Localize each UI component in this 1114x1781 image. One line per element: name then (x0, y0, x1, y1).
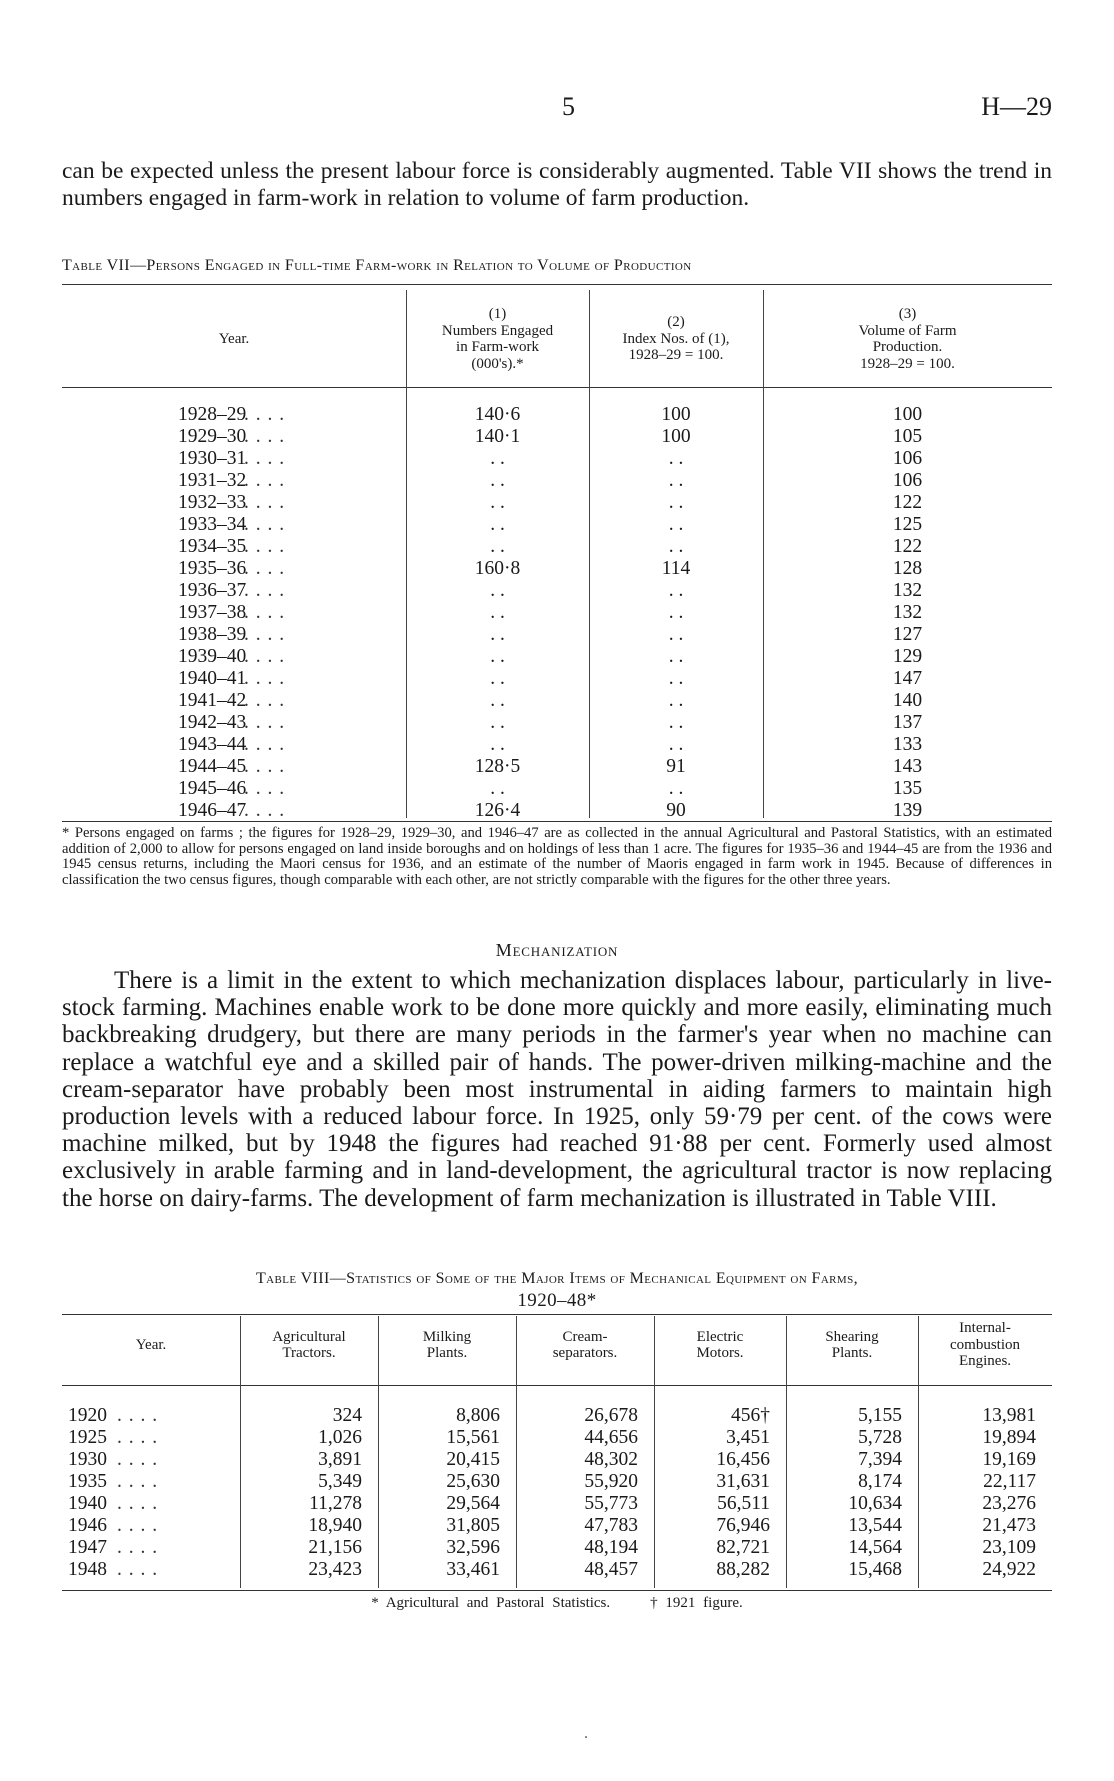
table8-year-value: 1947 (68, 1537, 107, 1558)
table7-index-cell: 114 (661, 558, 691, 579)
table7-row (62, 492, 1052, 514)
table8-electric-cell: 31,631 (716, 1471, 770, 1492)
table8-tractors-cell: 3,891 (318, 1449, 362, 1470)
table8-electric-cell: 3,451 (726, 1427, 770, 1448)
table7-volume-cell: 122 (892, 536, 923, 557)
table7-year-cell: 1942–43 (178, 712, 247, 733)
table7-row (62, 470, 1052, 492)
table8-leader-dots: . . . . (117, 1471, 159, 1492)
table7-index-cell: . . (668, 492, 684, 513)
table7-year-cell: 1934–35 (178, 536, 247, 557)
table7-year-cell: 1946–47 (178, 800, 247, 821)
table7-row (62, 800, 1052, 822)
table7-top-rule (62, 284, 1052, 285)
table7-engaged-cell: . . (490, 690, 505, 711)
table7-engaged-cell: . . (490, 492, 505, 513)
table8-year-value: 1935 (68, 1471, 107, 1492)
table8-footnote-source: * Agricultural and Pastoral Statistics. (371, 1595, 611, 1611)
table7-engaged-cell: . . (490, 514, 505, 535)
table7-index-cell: . . (668, 624, 684, 645)
table7-index-cell: 91 (666, 756, 686, 777)
table7-engaged-cell: 140·1 (474, 426, 521, 447)
table7-index-cell: 90 (666, 800, 686, 821)
table7-index-cell: . . (668, 602, 684, 623)
table8-row (62, 1405, 1052, 1427)
table8-shearing-cell: 10,634 (848, 1493, 902, 1514)
table8-year-value: 1946 (68, 1515, 107, 1536)
table7-year-cell: 1944–45 (178, 756, 247, 777)
table7-index-cell: . . (668, 470, 684, 491)
table8-cream-cell: 26,678 (584, 1405, 638, 1426)
table8-col-divider-1 (240, 1316, 241, 1588)
table7-row (62, 404, 1052, 426)
table8-header-shearing: Shearing Plants. (825, 1328, 879, 1361)
table8-header-year: Year. (135, 1336, 167, 1353)
table7-year-cell: 1940–41 (178, 668, 247, 689)
table7-row (62, 448, 1052, 470)
table7-volume-cell: 128 (892, 558, 923, 579)
table7-leader-dots: . . . . (244, 580, 286, 601)
table8-year-value: 1940 (68, 1493, 107, 1514)
table7-year-cell: 1936–37 (178, 580, 247, 601)
table8-cream-cell: 47,783 (584, 1515, 638, 1536)
table8-shearing-cell: 14,564 (848, 1537, 902, 1558)
table7-leader-dots: . . . . (244, 492, 286, 513)
table7-volume-cell: 135 (892, 778, 923, 799)
table8-shearing-cell: 5,155 (858, 1405, 902, 1426)
table7-row (62, 514, 1052, 536)
table8-year-value: 1930 (68, 1449, 107, 1470)
table8-engines-cell: 21,473 (982, 1515, 1036, 1536)
table8-cream-cell: 48,302 (584, 1449, 638, 1470)
intro-paragraph: can be expected unless the present labour force is considerably augmented. Table VII shows the trend in numbers engaged in farm-work in relation to volume of farm production. (62, 158, 1052, 211)
table7-volume-cell: 105 (892, 426, 923, 447)
table7-leader-dots: . . . . (244, 536, 286, 557)
table8-leader-dots: . . . . (117, 1559, 159, 1580)
table7-leader-dots: . . . . (244, 602, 286, 623)
table7-engaged-cell: . . (490, 580, 505, 601)
table8-col-divider-2 (378, 1316, 379, 1588)
table8-leader-dots: . . . . (117, 1493, 159, 1514)
table7-year-cell: 1931–32 (178, 470, 247, 491)
table7-row (62, 426, 1052, 448)
table7-body (62, 404, 1052, 822)
table8-col-divider-6 (918, 1316, 919, 1588)
table7-volume-cell: 139 (892, 800, 923, 821)
table7-header-col3: (3) Volume of Farm Production. 1928–29 = 100. (858, 306, 957, 372)
table7-row (62, 712, 1052, 734)
table7-volume-cell: 133 (892, 734, 923, 755)
table7-header-col1: (1) Numbers Engaged in Farm-work (000's).* (441, 306, 554, 372)
table8-engines-cell: 19,169 (982, 1449, 1036, 1470)
table7-year-cell: 1928–29 (178, 404, 247, 425)
table8-milking-cell: 20,415 (446, 1449, 500, 1470)
table7-engaged-cell: . . (490, 448, 505, 469)
table7-col-divider-2 (589, 290, 590, 818)
table7-index-cell: . . (668, 712, 684, 733)
table7-index-cell: . . (668, 646, 684, 667)
table8-cream-cell: 48,457 (584, 1559, 638, 1580)
table8-col-divider-3 (516, 1316, 517, 1588)
table7-volume-cell: 132 (892, 580, 923, 601)
table7-volume-cell: 125 (892, 514, 923, 535)
table7-volume-cell: 106 (892, 448, 923, 469)
table8-engines-cell: 23,109 (982, 1537, 1036, 1558)
table8-electric-cell: 76,946 (716, 1515, 770, 1536)
table8-footnotes (62, 1595, 1052, 1612)
table8-shearing-cell: 5,728 (858, 1427, 902, 1448)
table7-leader-dots: . . . . (244, 470, 286, 491)
table7-row (62, 558, 1052, 580)
table7-index-cell: . . (668, 668, 684, 689)
table7-engaged-cell: 140·6 (474, 404, 521, 425)
table7-engaged-cell: . . (490, 778, 505, 799)
table7-row (62, 536, 1052, 558)
table8-electric-cell: 56,511 (717, 1493, 770, 1514)
table8-body (62, 1405, 1052, 1581)
table7-row (62, 778, 1052, 800)
table8-header-rule (62, 1385, 1052, 1386)
table8-engines-cell: 13,981 (982, 1405, 1036, 1426)
table8-leader-dots: . . . . (117, 1537, 159, 1558)
table8-row (62, 1493, 1052, 1515)
page-number: 5 (562, 92, 575, 121)
table7-index-cell: . . (668, 778, 684, 799)
table8-electric-cell: 456† (731, 1405, 770, 1426)
table7-engaged-cell: . . (490, 470, 505, 491)
table8-engines-cell: 23,276 (982, 1493, 1036, 1514)
table7-volume-cell: 129 (892, 646, 923, 667)
table7-engaged-cell: 160·8 (474, 558, 521, 579)
table7-engaged-cell: . . (490, 646, 505, 667)
page-header (62, 92, 1052, 128)
table7-volume-cell: 127 (892, 624, 923, 645)
table7-year-cell: 1930–31 (178, 448, 247, 469)
table7-engaged-cell: . . (490, 668, 505, 689)
table7-leader-dots: . . . . (244, 514, 286, 535)
table8-header (62, 1312, 1052, 1378)
table8-shearing-cell: 8,174 (858, 1471, 902, 1492)
table8-cream-cell: 55,920 (584, 1471, 638, 1492)
table7-index-cell: . . (668, 448, 684, 469)
table7-header (62, 296, 1052, 382)
table7-leader-dots: . . . . (244, 558, 286, 579)
table8-milking-cell: 31,805 (446, 1515, 500, 1536)
table8-year-value: 1920 (68, 1405, 107, 1426)
table7-index-cell: . . (668, 580, 684, 601)
table7-header-rule (62, 387, 1052, 388)
table8-bottom-rule (62, 1590, 1052, 1591)
table8-footnote-dagger: † 1921 figure. (650, 1595, 743, 1611)
table8-tractors-cell: 23,423 (308, 1559, 362, 1580)
table7-row (62, 646, 1052, 668)
table7-col-divider-1 (406, 290, 407, 818)
table7-volume-cell: 106 (892, 470, 923, 491)
table8-year-cell (62, 1405, 240, 1427)
table8-year-value: 1925 (68, 1427, 107, 1448)
table7-year-cell: 1929–30 (178, 426, 247, 447)
table7-engaged-cell: . . (490, 602, 505, 623)
table8-caption (62, 1268, 1052, 1312)
table8-row (62, 1515, 1052, 1537)
table7-index-cell: 100 (661, 404, 691, 425)
mechanization-paragraph: There is a limit in the extent to which mechanization displaces labour, particularly in live-stock farming. Machines enable work to be done more quickly and more easily, eliminating much backbreaking drudgery, but there are many periods in the farmer's year when no machine can replace a watchful eye and a skilled pair of hands. The power-driven milking-machine and the cream-separator have probably been most instrumental in aiding farmers to maintain high production levels with a reduced labour force. In 1925, only 59·79 per cent. of the cows were machine milked, but by 1948 the figures had reached 91·88 per cent. Formerly used almost exclusively in arable farming and in land-development, the agricultural tractor is now replacing the horse on dairy-farms. The development of farm mechanization is illustrated in Table VIII. (62, 967, 1052, 1212)
table7-year-cell: 1945–46 (178, 778, 247, 799)
table8-year-cell (62, 1449, 240, 1471)
table8-col-divider-4 (654, 1316, 655, 1588)
bottom-mark: . (584, 1725, 588, 1742)
table7-index-cell: 100 (661, 426, 691, 447)
table8-header-engines: Internal- combustion Engines. (950, 1320, 1020, 1370)
table8-milking-cell: 8,806 (456, 1405, 500, 1426)
table7-col-divider-3 (763, 290, 764, 818)
table8-col-divider-5 (786, 1316, 787, 1588)
table7-year-cell: 1943–44 (178, 734, 247, 755)
table8-row (62, 1449, 1052, 1471)
table7-header-col2: (2) Index Nos. of (1), 1928–29 = 100. (622, 314, 730, 364)
table8-year-cell (62, 1515, 240, 1537)
table8-year-cell (62, 1471, 240, 1493)
table7-index-cell: . . (668, 690, 684, 711)
table7-leader-dots: . . . . (244, 712, 286, 733)
table7-year-cell: 1932–33 (178, 492, 247, 513)
table8-engines-cell: 24,922 (982, 1559, 1036, 1580)
table7-row (62, 734, 1052, 756)
table8-electric-cell: 82,721 (716, 1537, 770, 1558)
table7-engaged-cell: . . (490, 734, 505, 755)
table7-volume-cell: 132 (892, 602, 923, 623)
table8-row (62, 1537, 1052, 1559)
table8-shearing-cell: 15,468 (848, 1559, 902, 1580)
table7-volume-cell: 147 (892, 668, 923, 689)
table8-row (62, 1559, 1052, 1581)
table8-milking-cell: 33,461 (446, 1559, 500, 1580)
table7-row (62, 668, 1052, 690)
section-heading-mechanization: Mechanization (495, 940, 619, 960)
table7-row (62, 756, 1052, 778)
table8-leader-dots: . . . . (117, 1405, 159, 1426)
table7-row (62, 580, 1052, 602)
table8-cream-cell: 44,656 (584, 1427, 638, 1448)
table8-year-cell (62, 1537, 240, 1559)
table7-caption: Table VII—Persons Engaged in Full-time Farm-work in Relation to Volume of Production (62, 257, 692, 274)
table8-caption-line1: Table VIII—Statistics of Some of the Major Items of Mechanical Equipment on Farms, (256, 1270, 858, 1287)
table7-leader-dots: . . . . (244, 404, 286, 425)
table8-cream-cell: 48,194 (584, 1537, 638, 1558)
table7-volume-cell: 143 (892, 756, 923, 777)
table8-row (62, 1427, 1052, 1449)
table8-milking-cell: 15,561 (446, 1427, 500, 1448)
table7-index-cell: . . (668, 514, 684, 535)
table8-year-cell (62, 1427, 240, 1449)
table7-index-cell: . . (668, 734, 684, 755)
table8-tractors-cell: 324 (332, 1405, 362, 1426)
table7-engaged-cell: . . (490, 712, 505, 733)
table7-row (62, 690, 1052, 712)
table8-engines-cell: 22,117 (983, 1471, 1036, 1492)
table8-tractors-cell: 21,156 (308, 1537, 362, 1558)
table8-header-milking: Milking Plants. (422, 1328, 472, 1361)
table7-bottom-rule (62, 821, 1052, 822)
table7-leader-dots: . . . . (244, 668, 286, 689)
table7-leader-dots: . . . . (244, 624, 286, 645)
table8-header-tractors: Agricultural Tractors. (272, 1328, 346, 1361)
table7-volume-cell: 140 (892, 690, 923, 711)
table7-leader-dots: . . . . (244, 690, 286, 711)
table7-row (62, 602, 1052, 624)
table7-year-cell: 1938–39 (178, 624, 247, 645)
table7-volume-cell: 137 (892, 712, 923, 733)
table7-engaged-cell: . . (490, 536, 505, 557)
table7-year-cell: 1939–40 (178, 646, 247, 667)
table8-year-value: 1948 (68, 1559, 107, 1580)
table8-caption-line2: 1920–48* (517, 1290, 597, 1311)
table8-electric-cell: 88,282 (716, 1559, 770, 1580)
table7-leader-dots: . . . . (244, 756, 286, 777)
table8-electric-cell: 16,456 (716, 1449, 770, 1470)
table8-leader-dots: . . . . (117, 1515, 159, 1536)
table8-tractors-cell: 5,349 (318, 1471, 362, 1492)
table8-leader-dots: . . . . (117, 1427, 159, 1448)
table8-tractors-cell: 1,026 (318, 1427, 362, 1448)
table7-year-cell: 1935–36 (178, 558, 247, 579)
table8-milking-cell: 32,596 (446, 1537, 500, 1558)
table8-header-cream: Cream- separators. (552, 1328, 618, 1361)
table7-leader-dots: . . . . (244, 778, 286, 799)
table8-row (62, 1471, 1052, 1493)
table8-leader-dots: . . . . (117, 1449, 159, 1470)
table8-tractors-cell: 18,940 (308, 1515, 362, 1536)
table7-leader-dots: . . . . (244, 800, 286, 821)
table8-tractors-cell: 11,278 (309, 1493, 362, 1514)
table8-shearing-cell: 7,394 (858, 1449, 902, 1470)
table7-year-cell: 1941–42 (178, 690, 247, 711)
table8-shearing-cell: 13,544 (848, 1515, 902, 1536)
table7-header-year: Year. (218, 330, 250, 347)
table7-row (62, 624, 1052, 646)
table8-year-cell (62, 1559, 240, 1581)
table7-year-cell: 1937–38 (178, 602, 247, 623)
table7-index-cell: . . (668, 536, 684, 557)
table7-footnote: * Persons engaged on farms ; the figures for 1928–29, 1929–30, and 1946–47 are as collected in the annual Agricultural and Pastoral Statistics, with an estimated addition of 2,000 to allow for persons engaged on land inside boroughs and on holdings of less than 1 acre. The figures for 1935–36 and 1944–45 are from the 1936 and 1945 census returns, including the Maori census for 1936, and an estimate of the number of Maoris engaged in farm work in 1945. Because of differences in classification the two census figures, though comparable with each other, are not strictly comparable with the figures for the other three years. (62, 825, 1052, 888)
table7-year-cell: 1933–34 (178, 514, 247, 535)
table7-engaged-cell: 126·4 (474, 800, 521, 821)
table8-cream-cell: 55,773 (584, 1493, 638, 1514)
table7-leader-dots: . . . . (244, 426, 286, 447)
table7-engaged-cell: . . (490, 624, 505, 645)
table8-milking-cell: 29,564 (446, 1493, 500, 1514)
table8-year-cell (62, 1493, 240, 1515)
table7-volume-cell: 122 (892, 492, 923, 513)
table7-volume-cell: 100 (892, 404, 923, 425)
table7-leader-dots: . . . . (244, 646, 286, 667)
table7-engaged-cell: 128·5 (474, 756, 521, 777)
table8-header-electric: Electric Motors. (696, 1328, 744, 1361)
table7-leader-dots: . . . . (244, 734, 286, 755)
table8-engines-cell: 19,894 (982, 1427, 1036, 1448)
table8-milking-cell: 25,630 (446, 1471, 500, 1492)
table7-leader-dots: . . . . (244, 448, 286, 469)
document-reference: H—29 (981, 92, 1052, 121)
